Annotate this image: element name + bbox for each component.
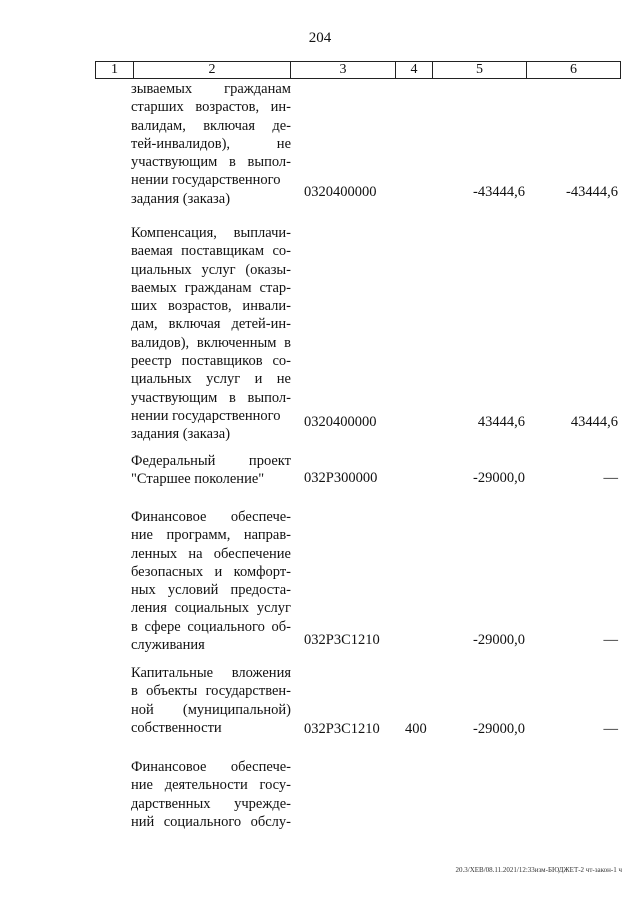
text-line: зываемых гражданам bbox=[131, 81, 291, 97]
text-line: валидов), включенным в bbox=[131, 334, 291, 351]
text-line: Федеральный проект bbox=[131, 453, 291, 469]
text-line: ных условий предоста- bbox=[131, 582, 291, 599]
text-line: Финансовое обеспече- bbox=[131, 759, 291, 775]
text-line: дарственных учрежде- bbox=[131, 795, 291, 812]
text-line: Капитальные вложения bbox=[131, 665, 291, 681]
row-description bbox=[131, 758, 291, 831]
text-line: старших возрастов, ин- bbox=[131, 99, 291, 116]
text-line: ших возрастов, инвали- bbox=[131, 298, 291, 315]
text-line: ние программ, направ- bbox=[131, 527, 291, 544]
text-line: Финансовое обеспече- bbox=[131, 509, 291, 525]
text-line: в сфере социального об- bbox=[131, 618, 291, 635]
amount-col6: — bbox=[603, 470, 618, 486]
document-footer: 20.3/ХЕВ/08.11.2021/12:33изм-БЮДЖЕТ-2 чт-закон-1 ч bbox=[455, 866, 622, 874]
amount-col5: -29000,0 bbox=[473, 470, 525, 486]
header-col-4: 4 bbox=[396, 62, 433, 78]
text-line: реестр поставщиков со- bbox=[131, 353, 291, 370]
text-line: безопасных и комфорт- bbox=[131, 563, 291, 580]
header-col-6: 6 bbox=[570, 62, 577, 77]
target-code: 0320400000 bbox=[304, 184, 377, 200]
target-code: 0320400000 bbox=[304, 414, 377, 430]
target-code: 032P300000 bbox=[304, 470, 378, 486]
row-description bbox=[131, 224, 291, 444]
page-number: 204 bbox=[308, 30, 332, 46]
text-line: задания (заказа) bbox=[131, 190, 231, 207]
row-description bbox=[131, 452, 291, 489]
amount-col5: 43444,6 bbox=[477, 414, 525, 430]
text-line: нении государственного bbox=[131, 172, 281, 189]
text-line: в объекты государствен- bbox=[131, 683, 291, 700]
text-line: участвующим в выпол- bbox=[131, 389, 291, 406]
amount-col5: -43444,6 bbox=[473, 184, 525, 200]
text-line: циальных услуг и не bbox=[131, 371, 291, 388]
target-code: 032P3C1210 bbox=[304, 632, 380, 648]
text-line: тей-инвалидов), не bbox=[131, 135, 291, 152]
row-description bbox=[131, 508, 291, 654]
amount-col6: — bbox=[603, 721, 618, 737]
text-line: ления социальных услуг bbox=[131, 600, 291, 617]
text-line: Компенсация, выплачи- bbox=[131, 225, 291, 241]
amount-col6: — bbox=[603, 632, 618, 648]
header-col-2: 2 bbox=[134, 62, 291, 78]
amount-col5: -29000,0 bbox=[473, 721, 525, 737]
amount-col6: 43444,6 bbox=[570, 414, 618, 430]
header-col-1: 1 bbox=[96, 62, 134, 78]
row-description bbox=[131, 80, 291, 208]
text-line: нении государственного bbox=[131, 407, 281, 424]
text-line: "Старшее поколение" bbox=[131, 471, 265, 488]
amount-col6: -43444,6 bbox=[566, 184, 618, 200]
header-col-5: 5 bbox=[433, 62, 527, 78]
target-code: 032P3C1210 bbox=[304, 721, 380, 737]
text-line: ний социального обслу- bbox=[131, 813, 291, 830]
text-line: служивания bbox=[131, 637, 205, 654]
text-line: ваемых гражданам стар- bbox=[131, 279, 291, 296]
text-line: ваемая поставщикам со- bbox=[131, 243, 291, 260]
amount-col5: -29000,0 bbox=[473, 632, 525, 648]
row-description bbox=[131, 664, 291, 737]
text-line: валидам, включая де- bbox=[131, 117, 291, 134]
text-line: дам, включая детей-ин- bbox=[131, 316, 291, 333]
text-line: ленных на обеспечение bbox=[131, 545, 291, 562]
header-col-3: 3 bbox=[291, 62, 396, 78]
expense-type-code: 400 bbox=[405, 721, 427, 737]
text-line: ной (муниципальной) bbox=[131, 701, 291, 718]
text-line: циальных услуг (оказы- bbox=[131, 261, 291, 278]
text-line: ние деятельности госу- bbox=[131, 777, 291, 794]
table-header-row bbox=[95, 61, 621, 79]
text-line: участвующим в выпол- bbox=[131, 154, 291, 171]
text-line: собственности bbox=[131, 719, 222, 736]
text-line: задания (заказа) bbox=[131, 426, 231, 443]
